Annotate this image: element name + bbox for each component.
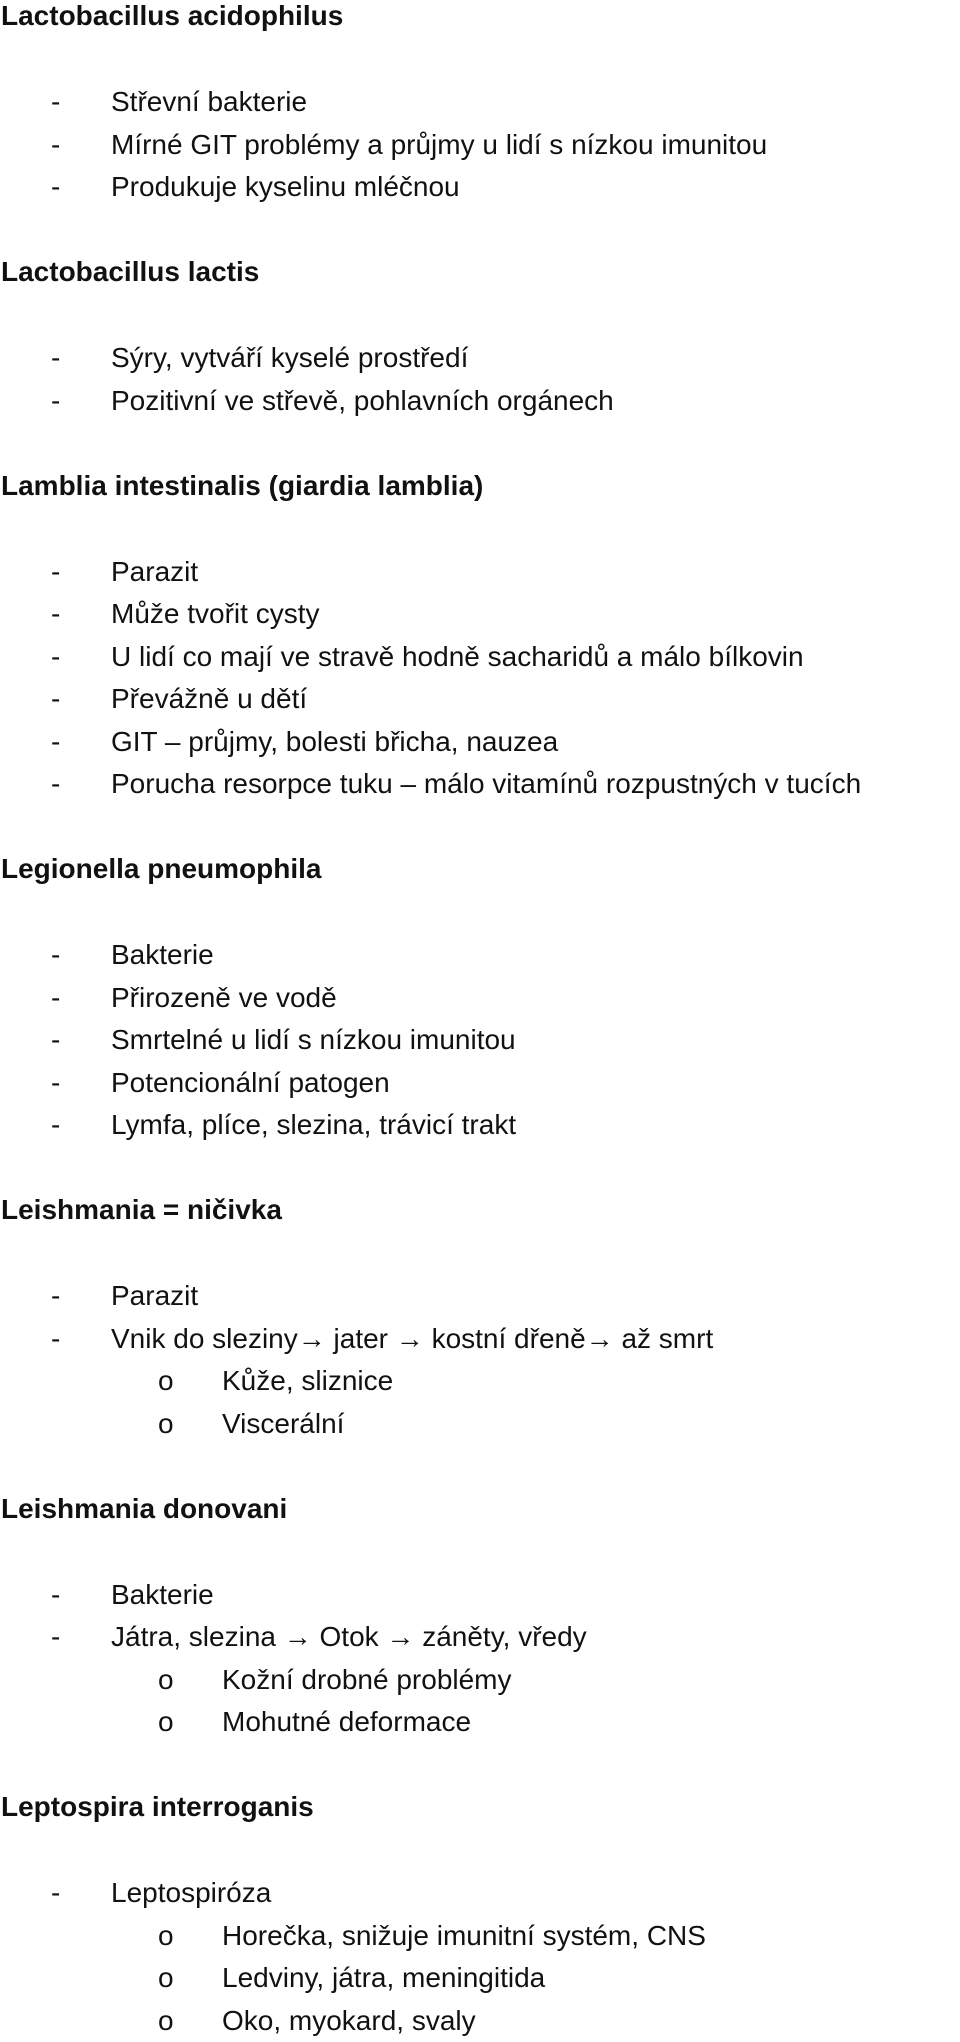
sub-list-item-text: Kůže, sliznice bbox=[222, 1365, 394, 1396]
section-heading: Lactobacillus acidophilus bbox=[1, 0, 344, 31]
bullet-dash: - bbox=[51, 641, 61, 672]
list-item-text: U lidí co mají ve stravě hodně sacharidů a málo bílkovin bbox=[111, 641, 804, 672]
list-item-text: Pozitivní ve střevě, pohlavních orgánech bbox=[111, 385, 614, 416]
bullet-dash: - bbox=[51, 1579, 61, 1610]
bullet-circle: o bbox=[158, 1664, 174, 1695]
list-item-text: Sýry, vytváří kyselé prostředí bbox=[111, 342, 469, 373]
bullet-dash: - bbox=[51, 1067, 61, 1098]
list-item-text: Přirozeně ve vodě bbox=[111, 982, 337, 1013]
bullet-dash: - bbox=[51, 683, 61, 714]
list-item-text: Převážně u dětí bbox=[111, 683, 308, 714]
bullet-dash: - bbox=[51, 1024, 61, 1055]
sub-list-item-text: Horečka, snižuje imunitní systém, CNS bbox=[222, 1920, 706, 1951]
list-item-text: Mírné GIT problémy a průjmy u lidí s nízkou imunitou bbox=[111, 129, 768, 160]
list-item-text: Smrtelné u lidí s nízkou imunitou bbox=[111, 1024, 516, 1055]
list-item-text: Parazit bbox=[111, 556, 199, 587]
bullet-dash: - bbox=[51, 1877, 61, 1908]
bullet-dash: - bbox=[51, 171, 61, 202]
bullet-dash: - bbox=[51, 1323, 61, 1354]
bullet-circle: o bbox=[158, 1365, 174, 1396]
section-heading: Lactobacillus lactis bbox=[1, 256, 260, 287]
list-item-text: Vnik do sleziny→ jater → kostní dřeně→ až smrt bbox=[111, 1323, 714, 1354]
sub-list-item-text: Oko, myokard, svaly bbox=[222, 2005, 476, 2036]
bullet-dash: - bbox=[51, 1280, 61, 1311]
list-item-text: Může tvořit cysty bbox=[111, 598, 320, 629]
list-item-text: Játra, slezina → Otok → záněty, vředy bbox=[111, 1621, 587, 1652]
bullet-circle: o bbox=[158, 1408, 174, 1439]
list-item-text: Potencionální patogen bbox=[111, 1067, 390, 1098]
bullet-dash: - bbox=[51, 768, 61, 799]
bullet-dash: - bbox=[51, 598, 61, 629]
bullet-circle: o bbox=[158, 2005, 174, 2036]
bullet-dash: - bbox=[51, 1109, 61, 1140]
bullet-dash: - bbox=[51, 556, 61, 587]
section-heading: Lamblia intestinalis (giardia lamblia) bbox=[1, 470, 484, 501]
sub-list-item-text: Mohutné deformace bbox=[222, 1706, 472, 1737]
bullet-dash: - bbox=[51, 939, 61, 970]
bullet-dash: - bbox=[51, 1621, 61, 1652]
list-item-text: Bakterie bbox=[111, 939, 214, 970]
list-item-text: Parazit bbox=[111, 1280, 199, 1311]
sub-list-item-text: Kožní drobné problémy bbox=[222, 1664, 512, 1695]
section-heading: Leishmania donovani bbox=[1, 1493, 288, 1524]
list-item-text: Produkuje kyselinu mléčnou bbox=[111, 171, 460, 202]
section-heading: Leptospira interroganis bbox=[1, 1791, 314, 1822]
section-heading: Legionella pneumophila bbox=[1, 853, 322, 884]
list-item-text: Leptospiróza bbox=[111, 1877, 272, 1908]
list-item-text: GIT – průjmy, bolesti břicha, nauzea bbox=[111, 726, 559, 757]
bullet-circle: o bbox=[158, 1706, 174, 1737]
bullet-circle: o bbox=[158, 1962, 174, 1993]
list-item-text: Lymfa, plíce, slezina, trávicí trakt bbox=[111, 1109, 517, 1140]
list-item-text: Střevní bakterie bbox=[111, 86, 308, 117]
bullet-dash: - bbox=[51, 342, 61, 373]
bullet-dash: - bbox=[51, 129, 61, 160]
bullet-dash: - bbox=[51, 982, 61, 1013]
sub-list-item-text: Ledviny, játra, meningitida bbox=[222, 1962, 546, 1993]
list-item-text: Bakterie bbox=[111, 1579, 214, 1610]
section-heading: Leishmania = ničivka bbox=[1, 1194, 282, 1225]
list-item-text: Porucha resorpce tuku – málo vitamínů rozpustných v tucích bbox=[111, 768, 862, 799]
bullet-dash: - bbox=[51, 385, 61, 416]
bullet-dash: - bbox=[51, 726, 61, 757]
sub-list-item-text: Viscerální bbox=[222, 1408, 345, 1439]
bullet-circle: o bbox=[158, 1920, 174, 1951]
bullet-dash: - bbox=[51, 86, 61, 117]
